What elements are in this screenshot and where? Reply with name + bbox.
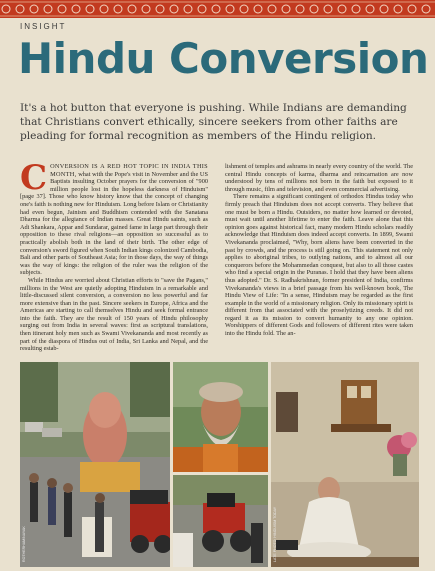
photo-swami-portrait <box>173 362 268 472</box>
photo-street-tractor <box>173 475 268 567</box>
section-label: INSIGHT <box>20 22 67 31</box>
lead-text: what with the Pope's visit in November and the US Baptists insulting October prayers for the conversion of "900 million people lost in the hopeless darkness of Hinduism" [page 37]. Those who know history know that the concept of changing one's faith is nothing new for Hinduism. Long before Islam or Christianity had even begun, Jainism and Buddhism contended with the Sanatana Dharma for the allegiance of Indian masses. Great Hindu saints, such as Adi Shankara, Appar and Sundarar, gained fame in large part through their opposition to these rival religions—an opposition so successful as to practically abolish both in the land of their birth. The other edge of conversion's sword figured when South Indian kings colonized Cambodia, Bali and other parts of Southeast Asia; for in those days, the way of things was the way of kings: the religion of the ruler was the religion of the subjects. <box>20 170 208 277</box>
photo-credit-right: LATE PHOTO: HINDUISM TODAY <box>273 506 277 562</box>
article-column-right <box>225 163 413 338</box>
photo-ganesha-procession <box>20 362 170 567</box>
article-column-left <box>20 158 208 353</box>
article-paragraph: There remains a significant contingent of orthodox Hindus today who firmly preach that Hinduism does not accept converts. They believe that one must be born a Hindu. Outsiders, no matter how learned or devoted, must wait until another lifetime to enter the faith. Leave alone that this opinion goes against historical fact, many modern Hindu scholars readily acknowledge that Hinduism does indeed accept converts. In 1899, Swami Vivekananda proclaimed, "Why, born aliens have been converted in the past by crowds, and the process is still going on. This statement not only applies to aboriginal tribes, to outlying nations, and to almost all our conquerors before the Mohammedan conquest, but also to all those castes who find a special origin in the Puranas. I hold that they have been aliens thus adopted." Dr. S. Radhakrishnan, former president of India, confirms Vivekananda's views in a brief passage from his well-known book, The Hindu View of Life: "In a sense, Hinduism may be regarded as the first example in the world of a missionary religion. Only its missionary spirit is different from that associated with the proselytizing creeds. It did not regard it as its mission to convert humanity to any one opinion. Worshippers of different Gods and followers of different rites were taken into the Hindu fold. The an- <box>225 193 413 338</box>
lead-smallcaps: ONVERSION IS A RED HOT TOPIC IN INDIA THIS MONTH, <box>50 163 208 178</box>
photo-shrine-devotee <box>271 362 419 567</box>
drop-cap: C <box>20 158 48 198</box>
article-paragraph: lishment of temples and ashrams in nearly every country of the world. The central Hindu concepts of karma, dharma and reincarnation are now understood by tens of millions not born in the faith but exposed to it through music, film and television, and even commercial advertising. <box>225 163 413 193</box>
article-paragraph <box>20 158 208 277</box>
article-title: Hindu Conversion <box>18 34 429 83</box>
article-paragraph: While Hindus are worried about Christian efforts to "save the Pagans," millions in the West are quietly adopting Hinduism in a remarkable and little-discussed silent conversion, a conversion no less powerful and far more extensive than in the past. Sincere seekers in Europe, Africa and the Americas are starting to call themselves Hindu and seek formal entrance into the faith. They are the result of 150 years of Hindu philosophy surging out from India in several waves: first as scriptural translations, then itinerant holy men such as Swami Vivekananda and most recently as part of the diaspora of Hindus out of India, Sri Lanka and Nepal, and the resulting estab- <box>20 276 208 353</box>
decorative-border <box>0 0 435 18</box>
photo-credit-left: ROTHERHAM/NAYAK <box>22 526 26 562</box>
article-deck: It's a hot button that everyone is pushing. While Indians are demanding that Christians convert ethically, sincere seekers from other faiths are pleading for formal recognition as members of the Hindu religion. <box>20 102 407 142</box>
